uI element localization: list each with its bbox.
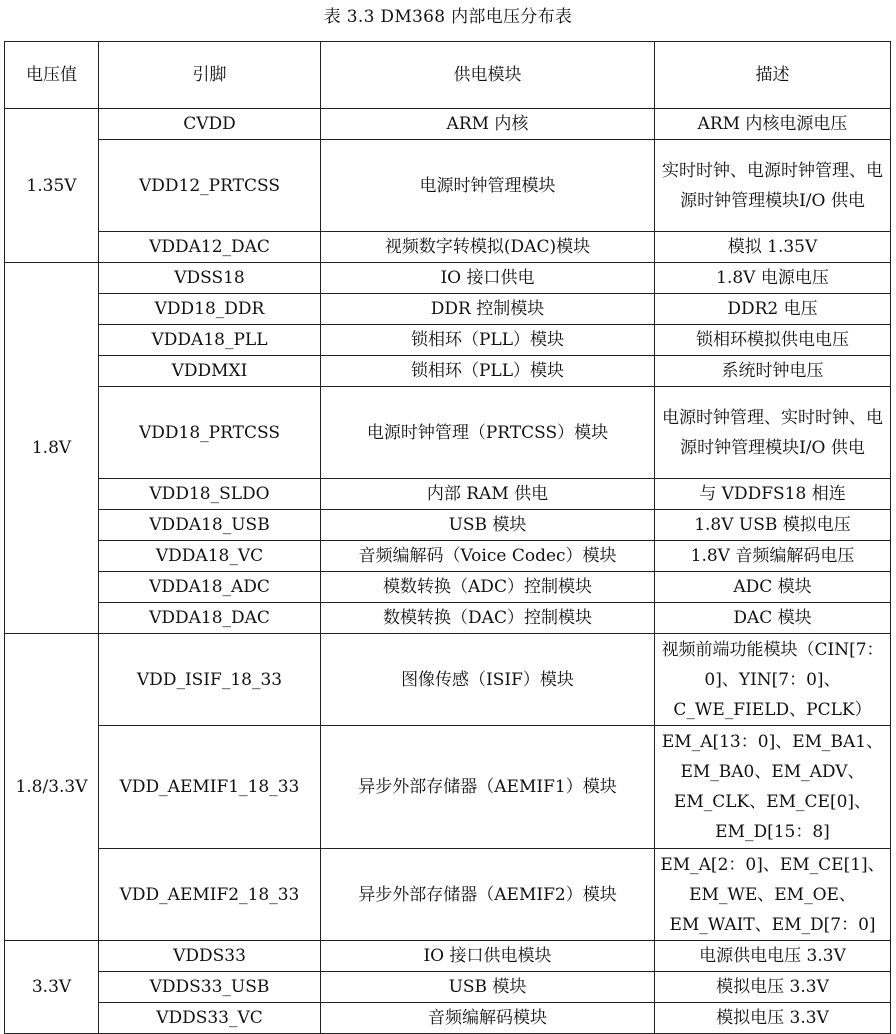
pin-cell: CVDD [99, 109, 321, 140]
table-row [5, 972, 891, 1003]
pin-cell: VDDS33_USB [99, 972, 321, 1003]
pin-cell: VDDS33_VC [99, 1003, 321, 1034]
description-cell: EM_A[2：0]、EM_CE[1]、EM_WE、EM_OE、EM_WAIT、EM_D[7：0] [655, 849, 891, 941]
pin-cell: VDDMXI [99, 356, 321, 387]
voltage-cell: 3.3V [5, 941, 99, 1034]
description-cell: 模拟电压 3.3V [655, 1003, 891, 1034]
module-cell: 内部 RAM 供电 [321, 479, 655, 510]
voltage-cell: 1.8V [5, 263, 99, 634]
voltage-distribution-table [4, 41, 891, 1034]
pin-cell: VDD18_SLDO [99, 479, 321, 510]
module-cell: 电源时钟管理（PRTCSS）模块 [321, 387, 655, 479]
pin-cell: VDDS33 [99, 941, 321, 972]
description-cell: 1.8V USB 模拟电压 [655, 510, 891, 541]
pin-cell: VDD_AEMIF1_18_33 [99, 726, 321, 849]
module-cell: ARM 内核 [321, 109, 655, 140]
module-cell: 音频编解码模块 [321, 1003, 655, 1034]
description-cell: 与 VDDFS18 相连 [655, 479, 891, 510]
description-cell: ARM 内核电源电压 [655, 109, 891, 140]
table-row [5, 479, 891, 510]
header-module: 供电模块 [321, 42, 655, 109]
module-cell: 锁相环（PLL）模块 [321, 356, 655, 387]
table-row [5, 140, 891, 232]
pin-cell: VDD18_DDR [99, 294, 321, 325]
description-cell: 1.8V 电源电压 [655, 263, 891, 294]
pin-cell: VDD12_PRTCSS [99, 140, 321, 232]
pin-cell: VDD_ISIF_18_33 [99, 634, 321, 726]
pin-cell: VDD_AEMIF2_18_33 [99, 849, 321, 941]
table-row [5, 356, 891, 387]
table-caption: 表 3.3 DM368 内部电压分布表 [323, 7, 573, 27]
voltage-cell: 1.35V [5, 109, 99, 263]
module-cell: 图像传感（ISIF）模块 [321, 634, 655, 726]
description-cell: 模拟电压 3.3V [655, 972, 891, 1003]
pin-cell: VDDA12_DAC [99, 232, 321, 263]
module-cell: 数模转换（DAC）控制模块 [321, 603, 655, 634]
module-cell: IO 接口供电 [321, 263, 655, 294]
description-cell: ADC 模块 [655, 572, 891, 603]
description-cell: 电源时钟管理、实时时钟、电源时钟管理模块I/O 供电 [655, 387, 891, 479]
module-cell: 电源时钟管理模块 [321, 140, 655, 232]
module-cell: 模数转换（ADC）控制模块 [321, 572, 655, 603]
table-row [5, 109, 891, 140]
module-cell: IO 接口供电模块 [321, 941, 655, 972]
pin-cell: VDSS18 [99, 263, 321, 294]
table-row [5, 849, 891, 941]
header-row [5, 42, 891, 109]
description-cell: 实时时钟、电源时钟管理、电源时钟管理模块I/O 供电 [655, 140, 891, 232]
module-cell: USB 模块 [321, 510, 655, 541]
module-cell: 异步外部存储器（AEMIF1）模块 [321, 726, 655, 849]
pin-cell: VDD18_PRTCSS [99, 387, 321, 479]
description-cell: 1.8V 音频编解码电压 [655, 541, 891, 572]
module-cell: 锁相环（PLL）模块 [321, 325, 655, 356]
description-cell: 电源供电电压 3.3V [655, 941, 891, 972]
voltage-cell: 1.8/3.3V [5, 634, 99, 941]
description-cell: 锁相环模拟供电电压 [655, 325, 891, 356]
module-cell: DDR 控制模块 [321, 294, 655, 325]
table-row [5, 541, 891, 572]
description-cell: DAC 模块 [655, 603, 891, 634]
module-cell: 异步外部存储器（AEMIF2）模块 [321, 849, 655, 941]
header-description: 描述 [655, 42, 891, 109]
header-pin: 引脚 [99, 42, 321, 109]
header-voltage: 电压值 [5, 42, 99, 109]
description-cell: 视频前端功能模块（CIN[7：0]、YIN[7：0]、C_WE_FIELD、PCLK） [655, 634, 891, 726]
description-cell: 模拟 1.35V [655, 232, 891, 263]
table-row [5, 232, 891, 263]
module-cell: 音频编解码（Voice Codec）模块 [321, 541, 655, 572]
pin-cell: VDDA18_ADC [99, 572, 321, 603]
table-row [5, 263, 891, 294]
description-cell: DDR2 电压 [655, 294, 891, 325]
table-row [5, 325, 891, 356]
table-row [5, 941, 891, 972]
table-row [5, 603, 891, 634]
table-row [5, 634, 891, 726]
pin-cell: VDDA18_VC [99, 541, 321, 572]
table-row [5, 572, 891, 603]
table-row [5, 387, 891, 479]
module-cell: 视频数字转模拟(DAC)模块 [321, 232, 655, 263]
table-row [5, 510, 891, 541]
table-body [5, 109, 891, 1034]
module-cell: USB 模块 [321, 972, 655, 1003]
pin-cell: VDDA18_USB [99, 510, 321, 541]
description-cell: 系统时钟电压 [655, 356, 891, 387]
pin-cell: VDDA18_PLL [99, 325, 321, 356]
table-row [5, 294, 891, 325]
description-cell: EM_A[13：0]、EM_BA1、EM_BA0、EM_ADV、EM_CLK、EM_CE[0]、EM_D[15：8] [655, 726, 891, 849]
pin-cell: VDDA18_DAC [99, 603, 321, 634]
table-row [5, 726, 891, 849]
